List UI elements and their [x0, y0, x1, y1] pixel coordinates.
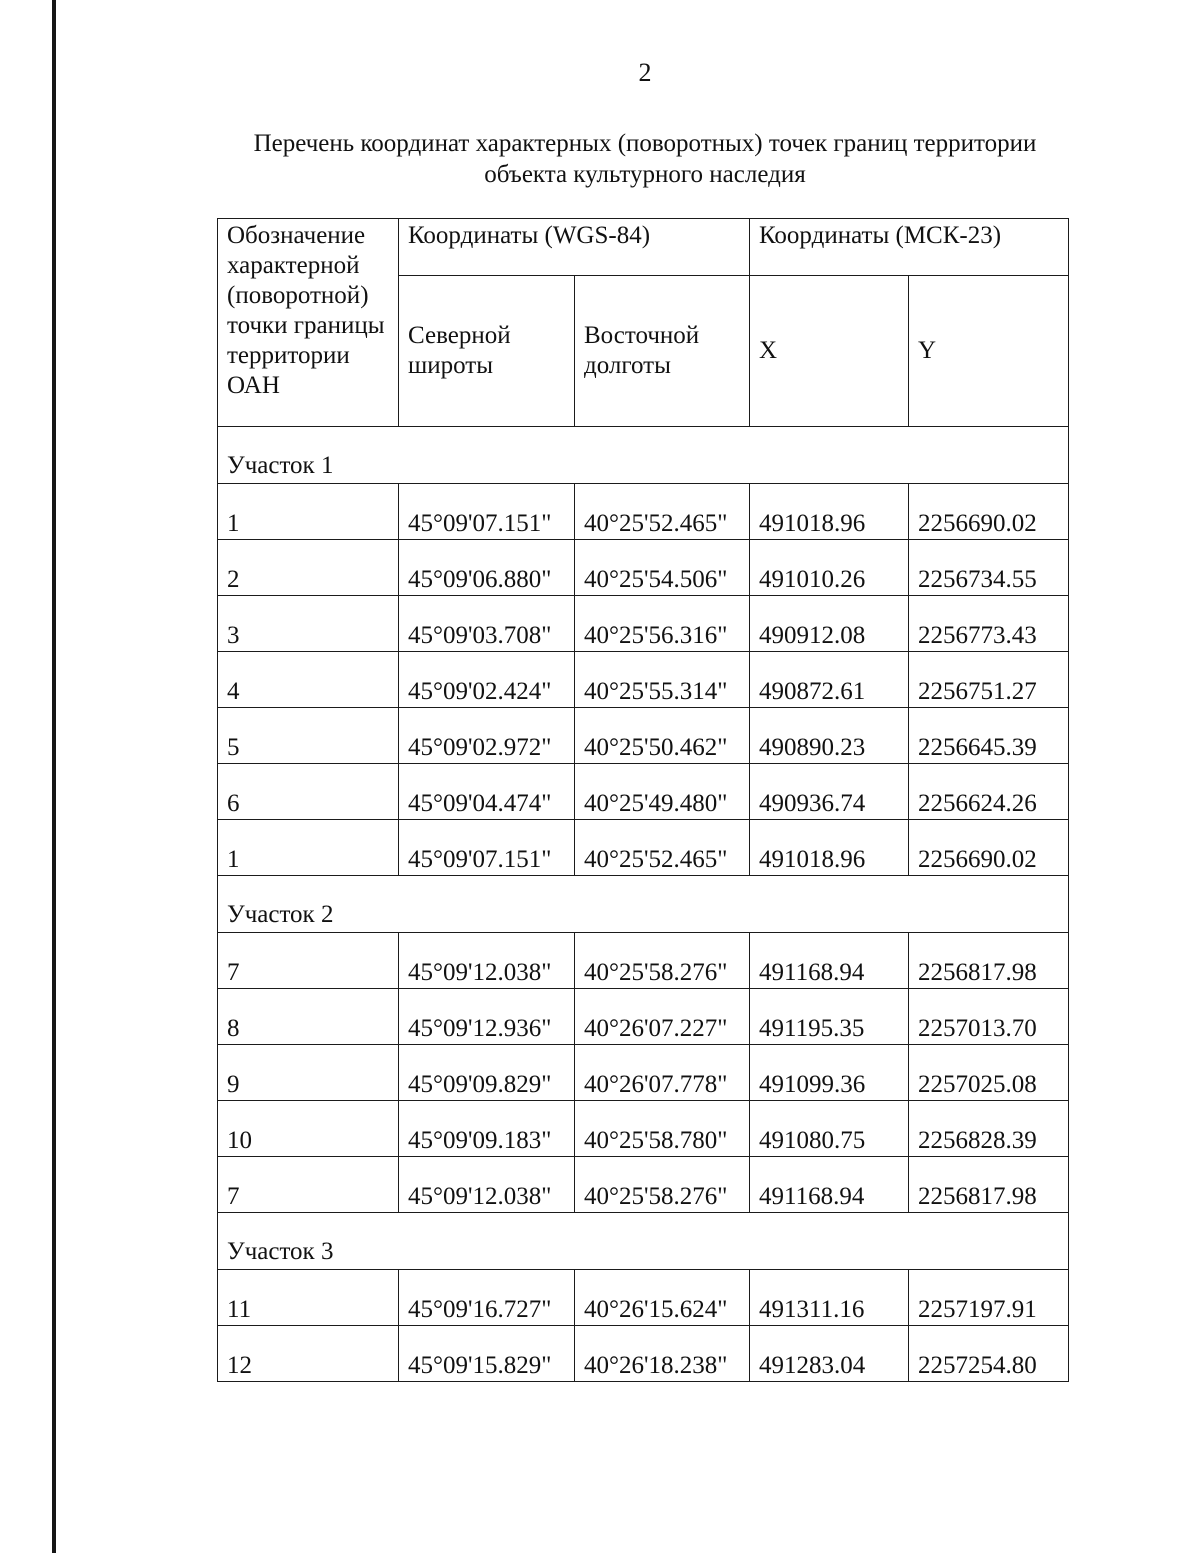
- cell-y: 2257197.91: [909, 1270, 1069, 1326]
- cell-north: 45°09'06.880": [399, 540, 575, 596]
- cell-y: 2256773.43: [909, 596, 1069, 652]
- cell-y: 2256751.27: [909, 652, 1069, 708]
- header-row-1: [218, 219, 1069, 276]
- cell-y: 2257254.80: [909, 1326, 1069, 1382]
- table-row: [218, 933, 1069, 989]
- header-msk23: Координаты (МСК-23): [750, 219, 1069, 276]
- cell-point: 10: [218, 1101, 399, 1157]
- cell-east: 40°26'07.227": [575, 989, 750, 1045]
- cell-y: 2256817.98: [909, 933, 1069, 989]
- cell-x: 491080.75: [750, 1101, 909, 1157]
- section-row: [218, 427, 1069, 484]
- cell-north: 45°09'02.972": [399, 708, 575, 764]
- table-row: [218, 708, 1069, 764]
- page-edge-bar: [52, 0, 56, 1553]
- cell-x: 491018.96: [750, 820, 909, 876]
- cell-point: 3: [218, 596, 399, 652]
- cell-y: 2256817.98: [909, 1157, 1069, 1213]
- cell-east: 40°25'58.276": [575, 933, 750, 989]
- cell-east: 40°25'55.314": [575, 652, 750, 708]
- header-wgs84: Координаты (WGS-84): [399, 219, 750, 276]
- table-row: [218, 540, 1069, 596]
- table-row: [218, 764, 1069, 820]
- cell-point: 1: [218, 820, 399, 876]
- cell-east: 40°25'58.276": [575, 1157, 750, 1213]
- cell-north: 45°09'15.829": [399, 1326, 575, 1382]
- header-point-designation: Обозначение характерной (поворотной) точки границы территории ОАН: [218, 219, 399, 427]
- cell-x: 491010.26: [750, 540, 909, 596]
- cell-north: 45°09'02.424": [399, 652, 575, 708]
- table-row: [218, 1157, 1069, 1213]
- document-title: [220, 128, 1070, 190]
- cell-y: 2257025.08: [909, 1045, 1069, 1101]
- cell-east: 40°26'18.238": [575, 1326, 750, 1382]
- header-y: Y: [909, 276, 1069, 427]
- header-north-latitude: Северной широты: [399, 276, 575, 427]
- header-x: X: [750, 276, 909, 427]
- cell-point: 11: [218, 1270, 399, 1326]
- table-row: [218, 484, 1069, 540]
- cell-x: 490890.23: [750, 708, 909, 764]
- cell-east: 40°25'50.462": [575, 708, 750, 764]
- cell-x: 490872.61: [750, 652, 909, 708]
- cell-y: 2256690.02: [909, 484, 1069, 540]
- cell-y: 2256828.39: [909, 1101, 1069, 1157]
- cell-north: 45°09'04.474": [399, 764, 575, 820]
- table-row: [218, 596, 1069, 652]
- cell-point: 9: [218, 1045, 399, 1101]
- cell-point: 7: [218, 1157, 399, 1213]
- cell-east: 40°25'58.780": [575, 1101, 750, 1157]
- cell-y: 2256734.55: [909, 540, 1069, 596]
- cell-point: 1: [218, 484, 399, 540]
- cell-east: 40°25'54.506": [575, 540, 750, 596]
- cell-north: 45°09'16.727": [399, 1270, 575, 1326]
- cell-east: 40°26'15.624": [575, 1270, 750, 1326]
- cell-east: 40°26'07.778": [575, 1045, 750, 1101]
- cell-point: 7: [218, 933, 399, 989]
- table-row: [218, 820, 1069, 876]
- table-row: [218, 1270, 1069, 1326]
- cell-x: 491311.16: [750, 1270, 909, 1326]
- cell-x: 491168.94: [750, 1157, 909, 1213]
- cell-north: 45°09'03.708": [399, 596, 575, 652]
- cell-east: 40°25'49.480": [575, 764, 750, 820]
- header-east-longitude: Восточной долготы: [575, 276, 750, 427]
- cell-y: 2256624.26: [909, 764, 1069, 820]
- cell-x: 491283.04: [750, 1326, 909, 1382]
- title-line-1: Перечень координат характерных (поворотных) точек границ территории: [253, 130, 1037, 157]
- cell-east: 40°25'52.465": [575, 484, 750, 540]
- cell-x: 491195.35: [750, 989, 909, 1045]
- cell-north: 45°09'12.936": [399, 989, 575, 1045]
- cell-point: 4: [218, 652, 399, 708]
- cell-north: 45°09'09.829": [399, 1045, 575, 1101]
- cell-y: 2256645.39: [909, 708, 1069, 764]
- cell-north: 45°09'12.038": [399, 933, 575, 989]
- cell-x: 491099.36: [750, 1045, 909, 1101]
- table-row: [218, 1045, 1069, 1101]
- section-title: Участок 3: [218, 1213, 1069, 1270]
- section-title: Участок 2: [218, 876, 1069, 933]
- cell-x: 490912.08: [750, 596, 909, 652]
- page-number: 2: [638, 58, 652, 87]
- cell-y: 2256690.02: [909, 820, 1069, 876]
- table-row: [218, 989, 1069, 1045]
- cell-x: 491018.96: [750, 484, 909, 540]
- cell-north: 45°09'07.151": [399, 484, 575, 540]
- title-line-2: объекта культурного наследия: [484, 161, 806, 188]
- cell-x: 490936.74: [750, 764, 909, 820]
- cell-north: 45°09'09.183": [399, 1101, 575, 1157]
- table-row: [218, 1326, 1069, 1382]
- cell-east: 40°25'56.316": [575, 596, 750, 652]
- section-row: [218, 1213, 1069, 1270]
- table-row: [218, 1101, 1069, 1157]
- cell-point: 6: [218, 764, 399, 820]
- cell-north: 45°09'07.151": [399, 820, 575, 876]
- cell-y: 2257013.70: [909, 989, 1069, 1045]
- cell-point: 12: [218, 1326, 399, 1382]
- section-row: [218, 876, 1069, 933]
- cell-north: 45°09'12.038": [399, 1157, 575, 1213]
- cell-point: 5: [218, 708, 399, 764]
- coordinates-table: [217, 218, 1069, 1382]
- cell-east: 40°25'52.465": [575, 820, 750, 876]
- table-row: [218, 652, 1069, 708]
- section-title: Участок 1: [218, 427, 1069, 484]
- cell-x: 491168.94: [750, 933, 909, 989]
- cell-point: 8: [218, 989, 399, 1045]
- cell-point: 2: [218, 540, 399, 596]
